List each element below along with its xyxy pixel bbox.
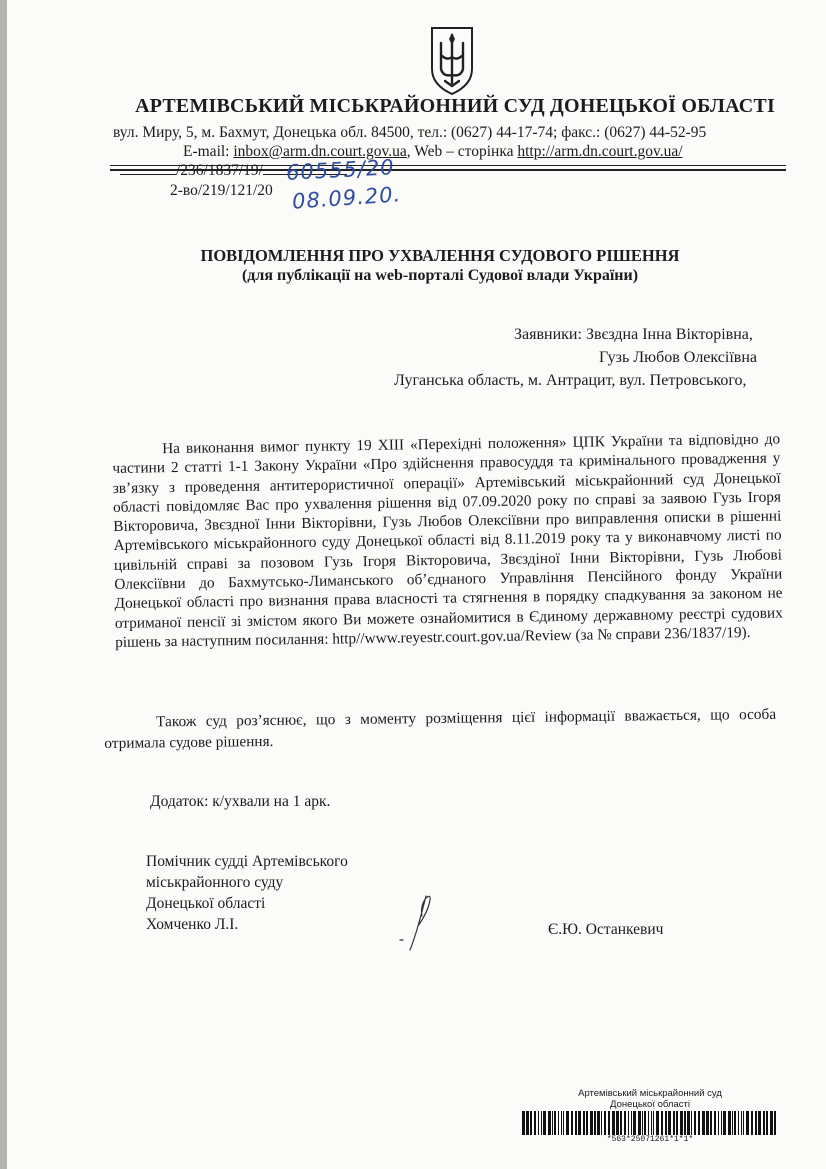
blank-line [120,160,176,175]
document-subtitle: (для публікації на web-порталі Судової влади України) [241,267,639,284]
barcode-text: *563*25071261*1*1* [606,1135,694,1144]
document-title: ПОВІДОМЛЕННЯ ПРО УХВАЛЕННЯ СУДОВОГО РІШЕННЯ [200,246,680,265]
body-paragraph-1: На виконання вимог пункту 19 XIII «Перехідні положення» ЦПК України та відповідно до частини 2 статті 1-1 Закону України «Про здійснення правосуддя та кримінального провадження у зв’язку з проведення антитерористичної операції» Артемівський міськрайонний суд Донецької області повідомляє Вас про ухвалення рішення від 07.09.2020 року по справі за заявою Гузь Ігоря Вікторовича, Звєздної Інни Вікторівни, Гузь Любов Олексіївни про виправлення описки в рішенні Артемівського міськрайонного суду Донецької області від 8.11.2019 року та у виконавчому листі по цивільній справі за позовом Гузь Ігоря Вікторовича, Звєздіної Інни Вікторівни, Гузь Любові Олексіївни до Бахмутсько-Лиманського об’єднаного Управління Пенсійного фонду України Донецької області про визнання права власності та стягнення в порядку спадкування за законом не отриманої пенсії зі змістом якого Ви можете ознайомитися в Єдиному державному реєстрі судових рішень за наступним посилання: http//www.reyestr.court.gov.ua/Review (за № справи 236/1837/19). [112,430,783,651]
barcode-icon [522,1111,777,1135]
web-link[interactable]: http://arm.dn.court.gov.ua/ [517,143,683,160]
recipient-line-2: Гузь Любов Олексіївна [599,349,757,366]
registry-stamp [520,1088,780,1158]
stamp-court-name: Артемівський міськрайонний суд [578,1088,722,1099]
signature-icon [392,892,442,954]
body-paragraph-2: Також суд роз’яснює, що з моменту розміщення цієї інформації вважається, що особа отримала судове рішення. [104,705,777,752]
proceeding-number: 2-во/219/121/20 [170,182,273,199]
stamp-region: Донецької області [610,1099,690,1110]
scan-edge [0,0,7,1169]
case-number: /236/1837/19/ [176,162,263,179]
attachment-note: Додаток: к/ухвали на 1 арк. [150,793,331,810]
court-contacts [183,143,683,161]
court-address: вул. Миру, 5, м. Бахмут, Донецька обл. 84500, тел.: (0627) 44-17-74; факс.: (0627) 44-52-95 [113,124,707,141]
email-link[interactable]: inbox@arm.dn.court.gov.ua [233,143,407,160]
email-label: E-mail: [183,143,234,160]
coat-of-arms-icon [429,25,475,97]
recipient-line-1: Заявники: Звєздна Інна Вікторівна, [514,326,753,343]
handwritten-date: 08.09.20. [291,182,402,214]
court-name: АРТЕМІВСЬКИЙ МІСЬКРАЙОННИЙ СУД ДОНЕЦЬКОЇ ОБЛАСТІ [135,95,775,117]
recipient-address: Луганська область, м. Антрацит, вул. Петровського, [394,372,747,389]
signer-block: Помічник судді Артемівського міськрайонного суду Донецької області Хомченко Л.І. [146,853,348,933]
web-label: , Web – сторінка [406,143,518,160]
signatory-name: Є.Ю. Останкевич [548,921,664,938]
handwritten-outgoing-number: 60555/20 [285,155,396,185]
